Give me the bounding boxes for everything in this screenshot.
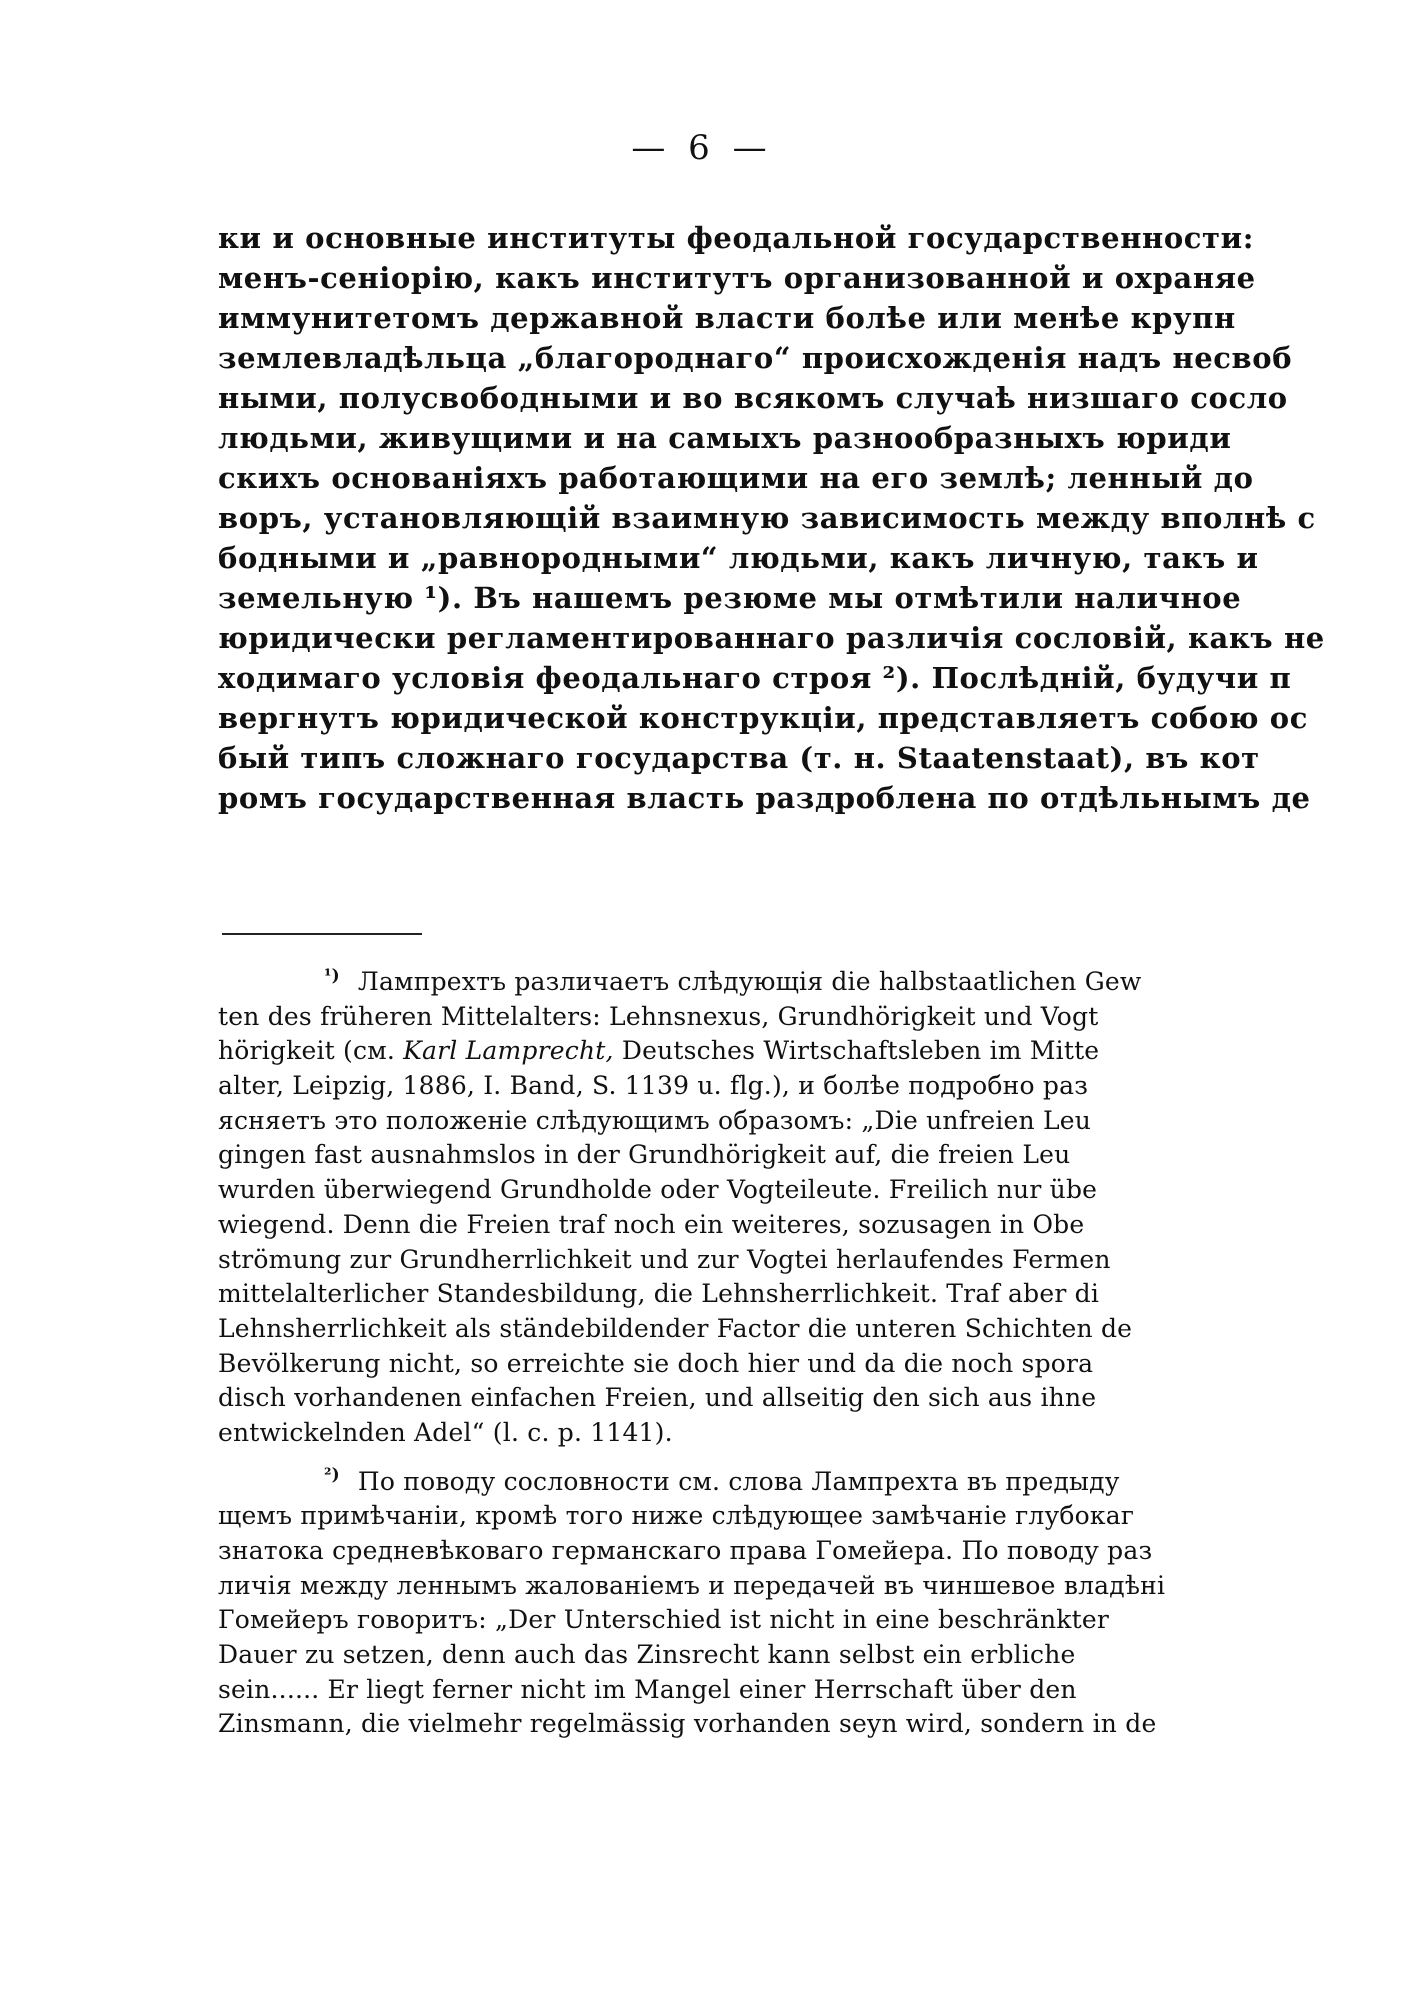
text-line: бодными и „равнородными“ людьми, какъ личную, такъ и <box>218 541 1259 575</box>
main-text-block <box>218 218 1398 818</box>
footnote-line-text: По поводу сословности см. слова Лампрехта въ предыду <box>357 1466 1120 1496</box>
footnote-line: sein...... Er liegt ferner nicht im Mangel einer Herrschaft über den <box>218 1674 1077 1704</box>
text-line: ходимаго условія феодальнаго строя ²). Послѣдній, будучи п <box>218 661 1292 695</box>
text-line: ромъ государственная власть раздроблена по отдѣльнымъ де <box>218 781 1311 815</box>
text-line: бый типъ сложнаго государства (т. н. Staatenstaat), въ кот <box>218 741 1260 775</box>
footnote-line: gingen fast ausnahmslos in der Grundhörigkeit auf, die freien Leu <box>218 1140 1071 1170</box>
footnote-line-text: Deutsches Wirtschaftsleben im Mitte <box>613 1036 1100 1066</box>
text-line: скихъ основаніяхъ работающими на его землѣ; ленный до <box>218 461 1254 495</box>
footnote-line: disch vorhandenen einfachen Freien, und allseitig den sich aus ihne <box>218 1383 1097 1413</box>
text-line: людьми, живущими и на самыхъ разнообразныхъ юриди <box>218 421 1232 455</box>
footnote-1-first-line <box>218 965 1398 1000</box>
footnotes-block <box>218 965 1398 1742</box>
footnote-line: личія между леннымъ жалованіемъ и передачей въ чиншевое владѣні <box>218 1570 1166 1600</box>
footnote-1-marker: ¹) <box>324 965 340 986</box>
text-line: землевладѣльца „благороднаго“ происхожденія надъ несвоб <box>218 341 1293 375</box>
page-number: — 6 — <box>631 128 773 168</box>
footnote-line: Zinsmann, die vielmehr regelmässig vorhanden seyn wird, sondern in de <box>218 1709 1157 1739</box>
footnote-line: wiegend. Denn die Freien traf noch ein weiteres, sozusagen in Obe <box>218 1209 1085 1239</box>
footnote-line: mittelalterlicher Standesbildung, die Lehnsherrlichkeit. Traf aber di <box>218 1279 1100 1309</box>
footnote-line: Гомейеръ говоритъ: „Der Unterschied ist nicht in eine beschränkter <box>218 1605 1110 1635</box>
footnote-line: Lehnsherrlichkeit als ständebildender Factor die unteren Schichten de <box>218 1313 1133 1343</box>
footnote-line: щемъ примѣчаніи, кромѣ того ниже слѣдующее замѣчаніе глубокаг <box>218 1501 1135 1531</box>
footnote-separator <box>222 933 422 935</box>
footnote-2-marker: ²) <box>324 1465 340 1486</box>
footnote-line: entwickelnden Adel“ (l. c. p. 1141). <box>218 1417 673 1447</box>
footnote-line: wurden überwiegend Grundholde oder Vogteileute. Freilich nur übe <box>218 1175 1098 1205</box>
footnote-line: ten des früheren Mittelalters: Lehnsnexus, Grundhörigkeit und Vogt <box>218 1001 1099 1031</box>
text-line: ки и основные институты феодальной государственности: <box>218 221 1255 255</box>
text-line: ными, полусвободными и во всякомъ случаѣ низшаго сосло <box>218 381 1288 415</box>
footnote-line: знатока средневѣковаго германскаго права Гомейера. По поводу раз <box>218 1536 1153 1565</box>
footnote-line: Dauer zu setzen, denn auch das Zinsrecht kann selbst ein erbliche <box>218 1640 1076 1670</box>
footnote-line-text: Лампрехтъ различаетъ слѣдующія die halbstaatlichen Gew <box>357 967 1142 996</box>
text-line: юридически регламентированнаго различія сословій, какъ не <box>218 621 1325 655</box>
text-line: иммунитетомъ державной власти болѣе или менѣе крупн <box>218 301 1236 335</box>
text-line: земельную ¹). Въ нашемъ резюме мы отмѣтили наличное <box>218 581 1242 615</box>
footnote-line: ясняетъ это положеніе слѣдующимъ образомъ: „Die unfreien Leu <box>218 1105 1092 1135</box>
footnote-gap <box>218 1451 1398 1465</box>
footnote-line <box>218 1034 1398 1069</box>
footnote-line: alter, Leipzig, 1886, I. Band, S. 1139 u. flg.), и болѣе подробно раз <box>218 1071 1089 1101</box>
footnote-line: strömung zur Grundherrlichkeit und zur Vogtei herlaufendes Fermen <box>218 1244 1111 1274</box>
text-line: менъ-сеніорію, какъ институтъ организованной и охраняе <box>218 261 1256 295</box>
footnote-line: Bevölkerung nicht, so erreichte sie doch hier und da die noch spora <box>218 1348 1094 1378</box>
text-line: вергнутъ юридической конструкціи, представляетъ собою ос <box>218 701 1309 735</box>
footnote-2-first-line <box>218 1465 1398 1500</box>
text-line: воръ, установляющій взаимную зависимость между вполнѣ с <box>218 501 1316 535</box>
cited-author: Karl Lamprecht, <box>403 1036 614 1066</box>
footnote-line-text: hörigkeit (см. <box>218 1036 404 1066</box>
